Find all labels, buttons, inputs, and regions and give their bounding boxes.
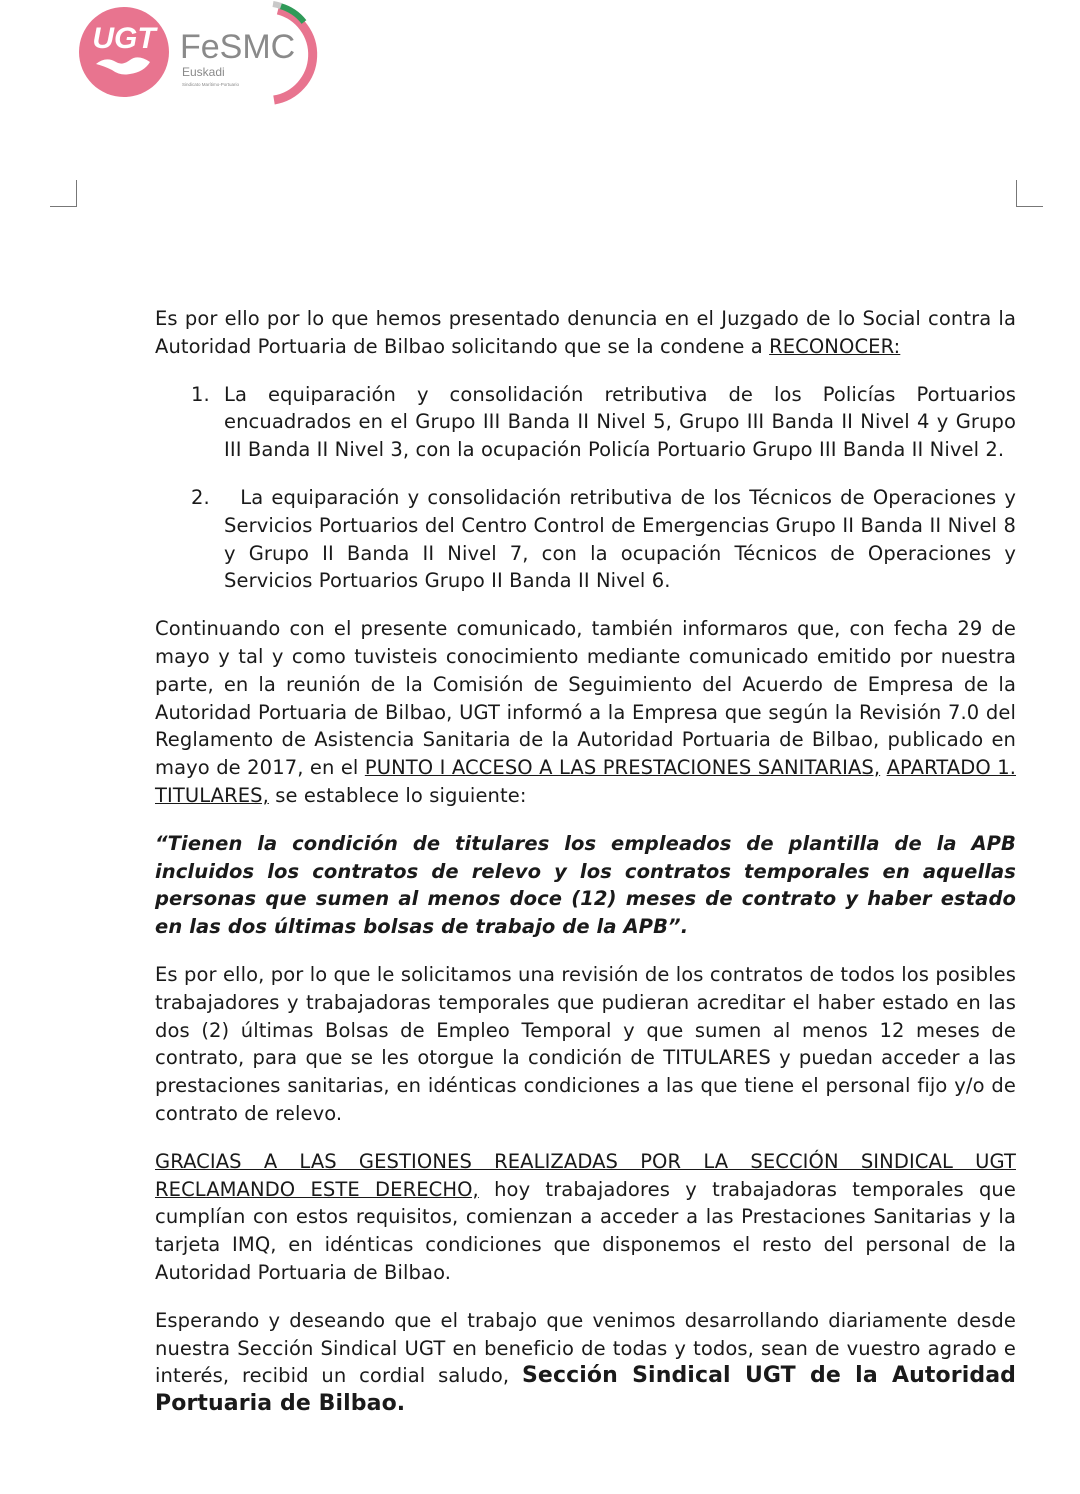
- result-text: hoy trabajadores y trabajadoras temporales que cumplían con estos requisitos, comienzan a acceder a las Prestaciones Sanitarias y la tarjeta IMQ, en idénticas condiciones que disponemos el resto del personal de la Autoridad Portuaria de Bilbao.: [155, 1177, 1016, 1284]
- logo-region: Euskadi: [182, 65, 225, 79]
- item-number: 1.: [191, 382, 210, 406]
- letter-body: [155, 305, 1016, 1438]
- signature: Sección Sindical UGT de la Autoridad Portuaria de Bilbao.: [155, 1363, 1016, 1417]
- claims-list: [155, 381, 1016, 596]
- ugt-fesmc-logo: [78, 0, 328, 110]
- intro-text: Es por ello por lo que hemos presentado denuncia en el Juzgado de lo Social contra la Autoridad Portuaria de Bilbao solicitando que se la condene a: [155, 307, 1016, 358]
- closing-text: Esperando y deseando que el trabajo que venimos desarrollando diariamente desde nuestra Sección Sindical UGT en beneficio de todas y todos, sean de vuestro agrado e interés, recibid un cordial saludo,: [155, 1308, 1016, 1388]
- result-paragraph: [155, 1148, 1016, 1287]
- regulation-quote: “Tienen la condición de titulares los empleados de plantilla de la APB incluidos los contratos de relevo y los contratos temporales en aquellas personas que sumen al menos doce (12) meses de contrato y haber estado en las dos últimas bolsas de trabajo de la APB”.: [155, 831, 1016, 939]
- item-text: La equiparación y consolidación retributiva de los Técnicos de Operaciones y Servicios Portuarios del Centro Control de Emergencias Grupo II Banda II Nivel 8 y Grupo II Banda II Nivel 7, con la ocupación Técnicos de Operaciones y Servicios Portuarios Grupo II Banda II Nivel 6.: [224, 485, 1016, 593]
- context-paragraph: [155, 615, 1016, 810]
- reconocer-highlight: RECONOCER:: [769, 334, 901, 358]
- closing-paragraph: [155, 1307, 1016, 1418]
- request-paragraph: Es por ello, por lo que le solicitamos una revisión de los contratos de todos los posibles trabajadores y trabajadoras temporales que pudieran acreditar el haber estado en las dos (2) últimas Bolsas de Empleo Temporal y que sumen al menos 12 meses de contrato, para que se les otorgue la condición de TITULARES y puedan acceder a las prestaciones sanitarias, en idénticas condiciones a las que tiene el personal fijo y/o de contrato de relevo.: [155, 962, 1016, 1125]
- margin-corner-right: [1016, 180, 1043, 207]
- list-item: [155, 381, 1016, 464]
- logo-org: FeSMC: [180, 28, 296, 66]
- apartado-reference: APARTADO 1. TITULARES,: [155, 756, 1016, 807]
- item-number: 2.: [191, 485, 210, 509]
- logo-arc-grey: [273, 4, 281, 6]
- margin-corner-left: [50, 180, 77, 207]
- logo-subtitle: Sindicato Marítimo-Portuario: [182, 82, 240, 87]
- logo-ugt-text: UGT: [92, 22, 156, 55]
- logo-graphic: [78, 0, 328, 110]
- gracias-highlight: GRACIAS A LAS GESTIONES REALIZADAS POR LA SECCIÓN SINDICAL UGT RECLAMANDO ESTE DERECHO,: [155, 1149, 1016, 1201]
- intro-paragraph: [155, 305, 1016, 361]
- list-item: [155, 484, 1016, 595]
- item-text: La equiparación y consolidación retributiva de los Policías Portuarios encuadrados en el Grupo III Banda II Nivel 5, Grupo III Banda II Nivel 4 y Grupo III Banda II Nivel 3, con la ocupación Policía Portuario Grupo III Banda II Nivel 2.: [224, 382, 1016, 462]
- context-text: Continuando con el presente comunicado, también informaros que, con fecha 29 de mayo y tal y como tuvisteis conocimiento mediante comunicado emitido por nuestra parte, en la reunión de la Comisión de Seguimiento del Acuerdo de Empresa de la Autoridad Portuaria de Bilbao, UGT informó a la Empresa que según la Revisión 7.0 del Reglamento de Asistencia Sanitaria de la Autoridad Portuaria de Bilbao, publicado en mayo de 2017, en el: [155, 617, 1016, 780]
- context-end: se establece lo siguiente:: [268, 783, 527, 807]
- punto-i-reference: PUNTO I ACCESO A LAS PRESTACIONES SANITARIAS,: [364, 756, 881, 780]
